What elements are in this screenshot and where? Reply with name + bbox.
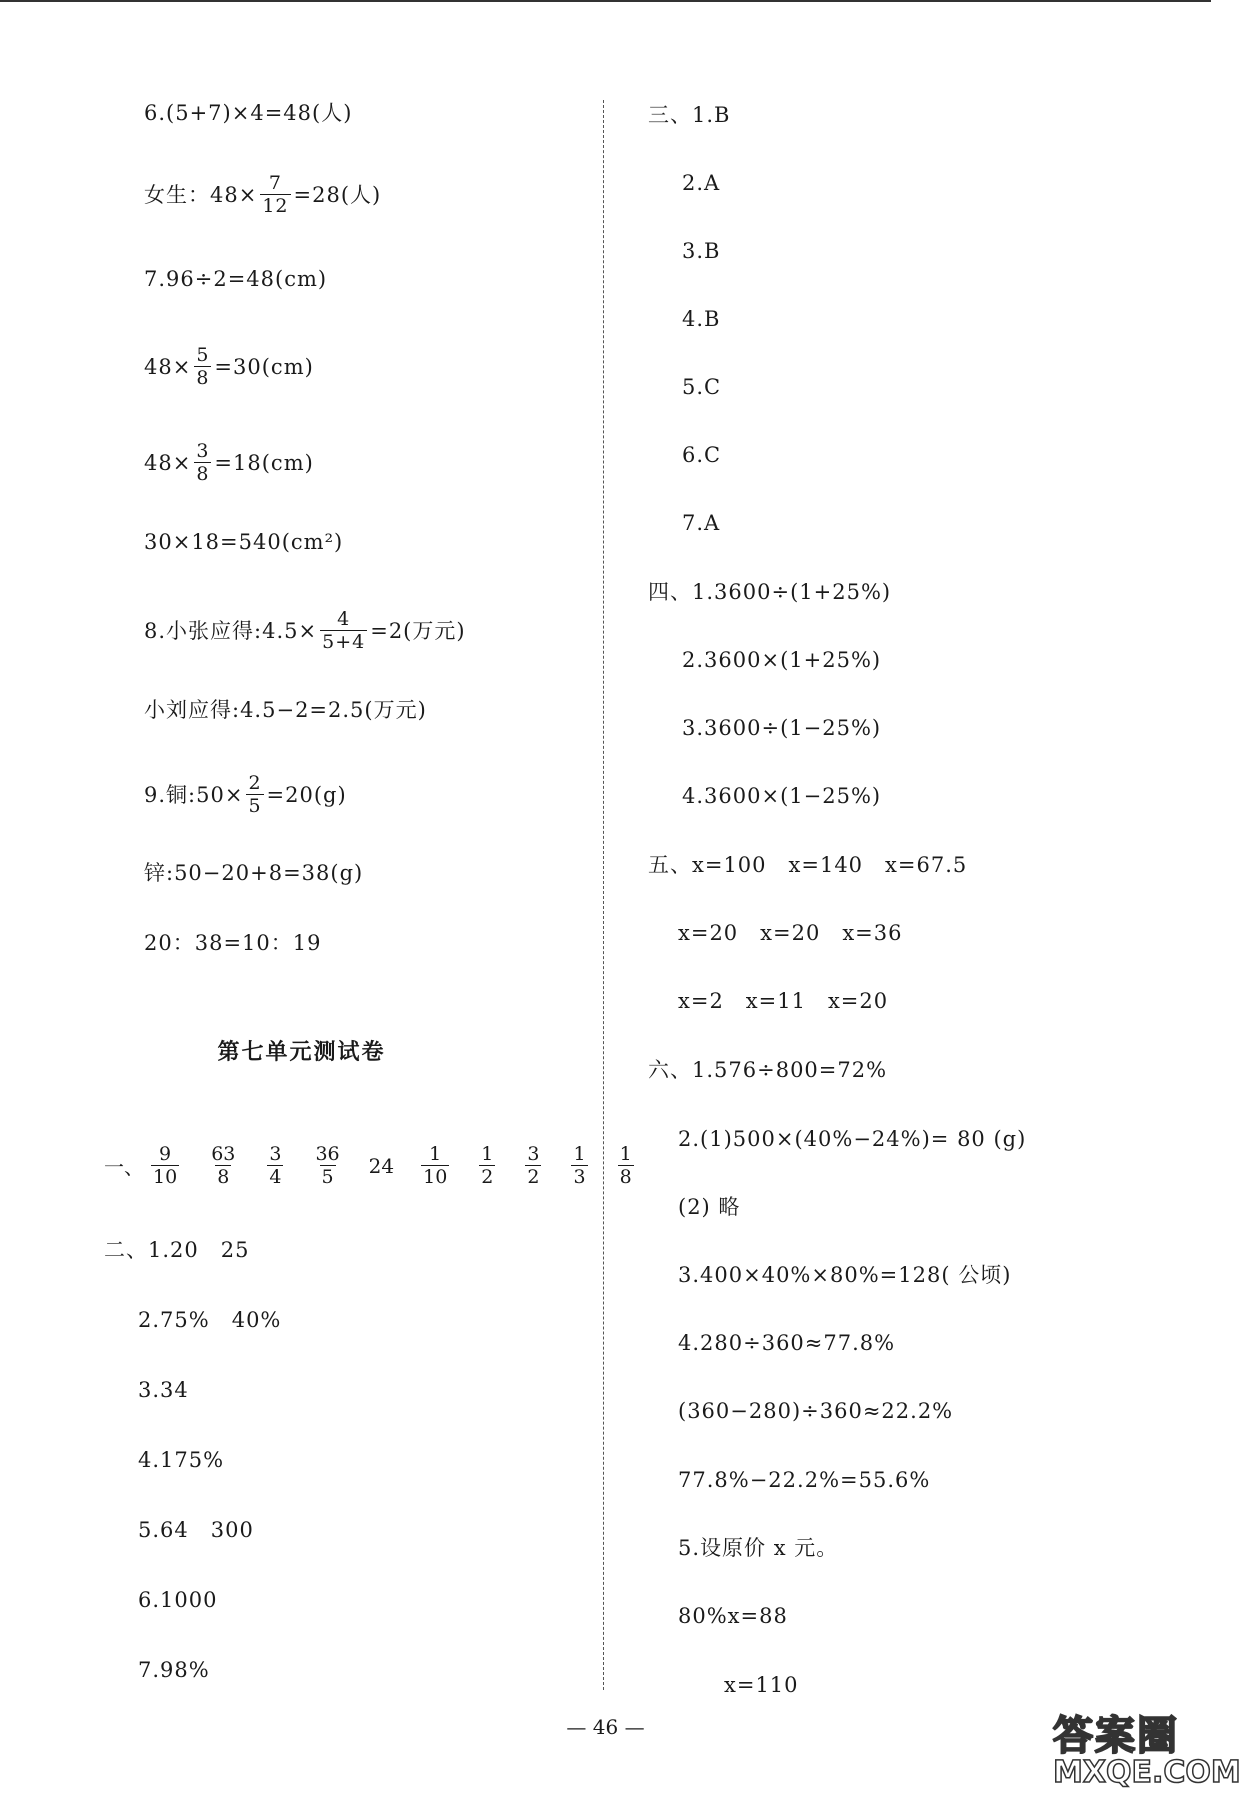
answer-line: 30×18=540(cm²) [144,530,344,554]
answer-line: 6.(5+7)×4=48(人) [144,101,353,125]
answer-line: 2.(1)500×(40%−24%)= 80 (g) [678,1127,1027,1151]
fraction: $\frac{5}{8}$ [196,344,210,389]
answer-line: 7.A [682,511,721,535]
answer-line: 4.3600×(1−25%) [682,784,882,808]
answer-line: 5.设原价 x 元。 [678,1536,839,1560]
answer-line: 3.B [682,239,721,263]
answer-line: 48× $\frac{3}{8}$ =18(cm) [144,440,314,485]
fraction: $\frac{7}{12}$ [262,172,289,217]
answer-line: 20：38=10：19 [144,931,322,955]
answer-line: 6.1000 [138,1588,218,1612]
column-divider [603,100,604,1690]
answer-line: 2.3600×(1+25%) [682,648,882,672]
answer-line: 3.400×40%×80%=128( 公顷) [678,1263,1012,1287]
plain-answer: 24 [368,1153,395,1178]
fraction: $\frac{2}{5}$ [248,772,262,817]
answer-line: 六、1.576÷800=72% [648,1058,888,1082]
answer-line: (2) 略 [678,1195,741,1219]
answer-line: 4.175% [138,1448,225,1472]
page-number: — 46 — [566,1715,645,1739]
answer-line: 3.34 [138,1378,189,1402]
answer-line: 5.64 300 [138,1518,254,1542]
answer-line: 女生：48× $\frac{7}{12}$ =28(人) [144,172,382,217]
watermark-site-text: MXQE.COM [1053,1755,1241,1790]
answer-line: 锌:50−20+8=38(g) [144,861,364,885]
fraction: $\frac{3}{2}$ [527,1143,540,1188]
fraction: $\frac{1}{2}$ [481,1143,494,1188]
answer-line: (360−280)÷360≈22.2% [678,1399,954,1423]
answer-line: 3.3600÷(1−25%) [682,716,882,740]
fraction: $\frac{4}{5+4}$ [322,608,366,653]
answer-line: x=20 x=20 x=36 [678,921,903,945]
answer-line: 7.96÷2=48(cm) [144,267,328,291]
fraction: $\frac{36}{5}$ [315,1143,340,1188]
answer-line: 9.铜:50× $\frac{2}{5}$ =20(g) [144,772,347,817]
fraction: $\frac{9}{10}$ [153,1143,178,1188]
answer-line: 8.小张应得:4.5× $\frac{4}{5+4}$ =2(万元) [144,608,466,653]
answer-line: 二、1.20 25 [104,1238,250,1262]
answer-line: 48× $\frac{5}{8}$ =30(cm) [144,344,314,389]
watermark-logo-text: 答案圈 [1053,1713,1179,1759]
answer-line: 小刘应得:4.5−2=2.5(万元) [144,698,427,722]
answer-line: 四、1.3600÷(1+25%) [648,580,892,604]
answer-line: 4.B [682,307,721,331]
answer-line: 2.A [682,171,721,195]
fraction: $\frac{63}{8}$ [211,1143,236,1188]
answer-line: 80%x=88 [678,1604,788,1628]
answer-line: 五、x=100 x=140 x=67.5 [648,853,968,877]
top-border [0,0,1211,2]
watermark-logo [1053,1704,1241,1794]
fraction: $\frac{1}{10}$ [423,1143,448,1188]
fraction: $\frac{3}{4}$ [269,1143,282,1188]
answer-line: 7.98% [138,1658,210,1682]
answer-line: 5.C [682,375,722,399]
answer-line: 三、1.B [648,103,731,127]
section-title: 第七单元测试卷 [217,1039,386,1065]
answer-line: 4.280÷360≈77.8% [678,1331,896,1355]
fraction: $\frac{3}{8}$ [196,440,210,485]
answer-line: 2.75% 40% [138,1308,282,1332]
answer-line: x=2 x=11 x=20 [678,989,889,1013]
fraction-answer-row: 一、 $\frac{9}{10}$ $\frac{63}{8}$ $\frac{3}{4}$ $\frac{36}{5}$ 24 $\frac{1}{10}$ $\frac{1}{2}$ $\frac{3}{2}$ $\frac{1}{3}$ $\frac{1}{8}$ [104,1143,632,1188]
fraction: $\frac{1}{8}$ [619,1143,632,1188]
answer-line: x=110 [724,1673,799,1697]
fraction: $\frac{1}{3}$ [573,1143,586,1188]
answer-line: 77.8%−22.2%=55.6% [678,1468,931,1492]
answer-line: 6.C [682,443,722,467]
